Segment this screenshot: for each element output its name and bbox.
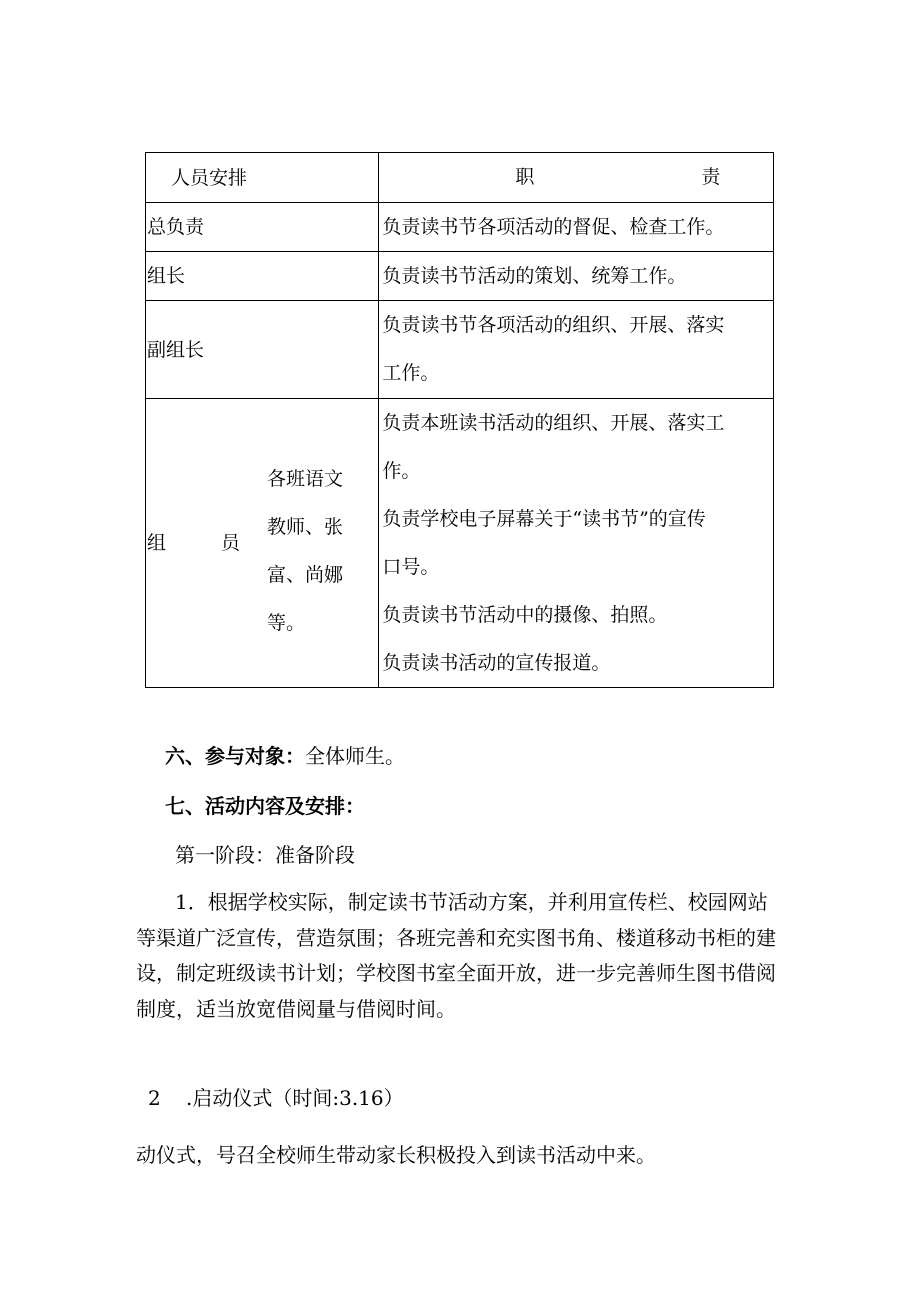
duty-text-line: 负责学校电子屏幕关于“读书节”的宣传 [382,508,706,530]
table-row [146,301,774,399]
member-names [267,455,357,647]
header-duty-char-2: 责 [701,166,721,188]
member-names-line: 教师、张 [267,515,344,538]
role-label: 副组长 [147,338,205,361]
role-cell [146,301,379,399]
member-role-char-1: 组 [147,531,167,554]
member-names-line: 等。 [267,611,306,634]
duty-cell [379,301,774,399]
duty-text: 负责读书节各项活动的督促、检查工作。 [382,216,725,238]
member-role-cell [146,399,379,688]
table-row [146,203,774,252]
table-row [146,252,774,301]
table-row-members [146,399,774,688]
table-header-row [146,153,774,203]
section-6-text: 全体师生。 [305,744,405,768]
item-1-paragraph [136,891,776,1033]
duty-text-line: 负责读书节各项活动的组织、开展、落实 [382,313,725,336]
item-2-text: .启动仪式（时间:3.16） [186,1086,404,1110]
member-role-char-2: 员 [221,531,241,554]
item-2-number: 2 [148,1086,161,1110]
header-role-cell [146,153,379,203]
duty-text-line: 工作。 [382,361,440,384]
duty-cell [379,252,774,301]
role-label: 组长 [147,265,186,287]
closing-line: 动仪式，号召全校师生带动家长积极投入到读书活动中来。 [136,1143,656,1167]
duty-text: 负责读书节活动的策划、统筹工作。 [382,265,687,287]
paragraph-line: 设，制定班级读书计划；学校图书室全面开放，进一步完善师生图书借阅 [136,961,776,985]
header-duty-cell [379,153,774,203]
section-6 [165,744,405,768]
header-duty-char-1: 职 [515,166,535,188]
paragraph-line: 1．根据学校实际，制定读书节活动方案，并利用宣传栏、校园网站 [175,890,768,914]
duty-text-line: 负责读书节活动中的摄像、拍照。 [382,604,668,626]
duty-text-line: 负责本班读书活动的组织、开展、落实工 [382,412,725,434]
role-cell [146,203,379,252]
member-names-line: 各班语文 [267,467,344,490]
duty-assignment-table [145,152,774,688]
stage-1-heading: 第一阶段：准备阶段 [175,843,355,867]
header-role-label: 人员安排 [171,166,248,189]
duty-text-line: 负责读书活动的宣传报道。 [382,652,611,674]
member-duty-cell [379,399,774,688]
member-names-line: 富、尚娜 [267,563,344,586]
paragraph-line: 等渠道广泛宣传，营造氛围；各班完善和充实图书角、楼道移动书柜的建 [136,925,776,950]
section-6-heading: 六、参与对象： [165,744,305,768]
role-cell [146,252,379,301]
duty-cell [379,203,774,252]
role-label: 总负责 [147,216,205,238]
duty-text-line: 口号。 [382,556,440,578]
section-7-heading: 七、活动内容及安排： [165,794,365,818]
duty-text-line: 作。 [382,460,421,482]
paragraph-line: 制度，适当放宽借阅量与借阅时间。 [136,996,456,1021]
